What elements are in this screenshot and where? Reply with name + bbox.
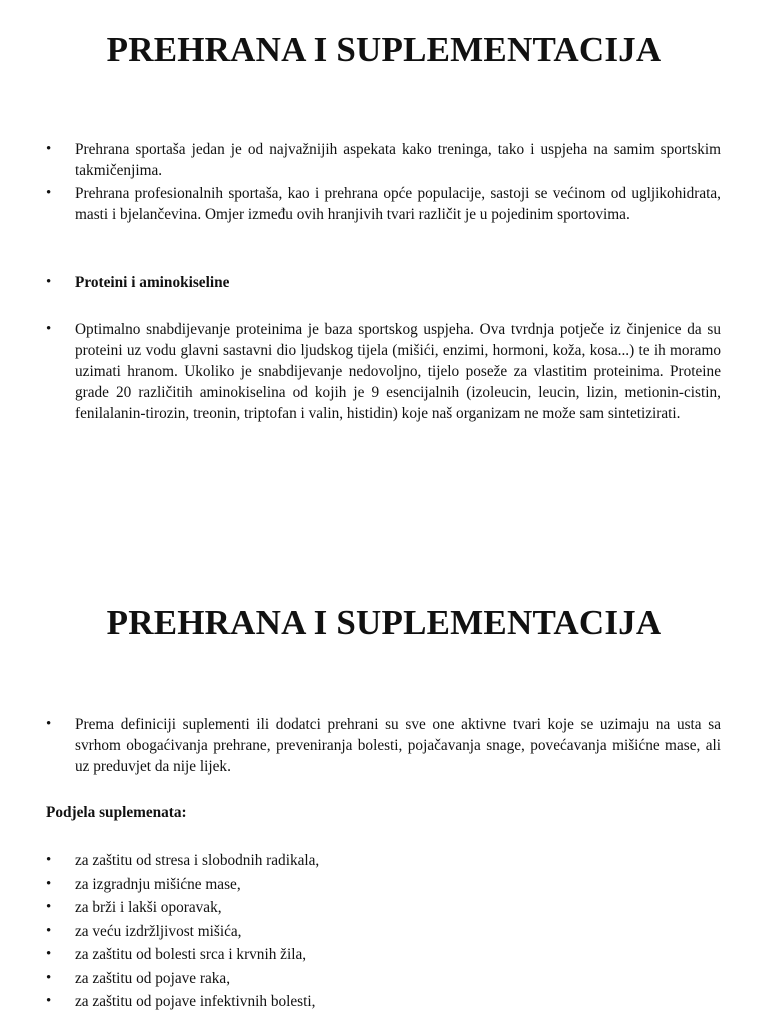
list-item	[46, 319, 721, 424]
list-item-text: za veću izdržljivost mišića,	[75, 922, 242, 940]
bullet-marker: •	[46, 852, 52, 868]
bullet-marker: •	[46, 141, 52, 157]
slide-1-intro-list	[46, 139, 721, 225]
bullet-marker: •	[46, 946, 52, 962]
bullet-marker: •	[46, 274, 52, 290]
list-item-text: za izgradnju mišićne mase,	[75, 875, 241, 893]
bullet-marker: •	[46, 185, 52, 201]
list-item	[46, 139, 721, 181]
slide-1-title: PREHRANA I SUPLEMENTACIJA	[106, 30, 662, 69]
list-item-text: za brži i lakši oporavak,	[75, 899, 222, 916]
list-item-text: Prema definiciji suplementi ili dodatci prehrani su sve one aktivne tvari koje se uzimaju na usta sa svrhom obogaćivanja prehrane, preveniranja bolesti, pojačavanja snage, povećavanja mišićne mase, ali uz preduvjet da nije lijek.	[75, 716, 721, 775]
supplement-category-list	[46, 849, 721, 1014]
list-item	[46, 714, 721, 777]
list-item-text: za zaštitu od stresa i slobodnih radikala,	[75, 852, 320, 869]
list-item	[46, 920, 721, 944]
bullet-marker: •	[46, 922, 52, 939]
list-item-text: Prehrana profesionalnih sportaša, kao i prehrana opće populacije, sastoji se većinom od ugljikohidrata, masti i bjelančevina. Omjer između ovih hranjivih tvari različit je u pojedinim sportovima.	[75, 185, 721, 223]
bullet-marker: •	[46, 969, 52, 986]
section-heading: Proteini i aminokiseline	[75, 274, 230, 291]
slide-2-intro-list	[46, 714, 721, 777]
list-item	[46, 873, 721, 897]
slide-2	[0, 575, 768, 1024]
list-item	[46, 967, 721, 991]
slide-1-heading-list	[46, 272, 721, 293]
bullet-marker: •	[46, 875, 52, 892]
section-label: Podjela suplemenata:	[46, 804, 187, 821]
list-item-text: za zaštitu od pojave raka,	[75, 969, 231, 987]
list-item	[46, 896, 721, 920]
list-item-text: za zaštitu od pojave infektivnih bolesti,	[75, 993, 316, 1010]
list-item	[46, 990, 721, 1014]
list-item	[46, 943, 721, 967]
list-item-text: za zaštitu od bolesti srca i krvnih žila,	[75, 946, 307, 963]
list-item	[46, 849, 721, 873]
list-item	[46, 272, 721, 293]
list-item-text: Prehrana sportaša jedan je od najvažnijih aspekata kako treninga, tako i uspjeha na samim sportskim takmičenjima.	[75, 141, 721, 179]
list-item-text: Optimalno snabdijevanje proteinima je baza sportskog uspjeha. Ova tvrdnja potječe iz činjenice da su proteini uz vodu glavni sastavni dio ljudskog tijela (mišići, enzimi, hormoni, koža, kosa...) te ih moramo uzimati hranom. Ukoliko je snabdijevanje nedovoljno, tijelo poseže za vlastitim proteinima. Proteine grade 20 različitih aminokiselina od kojih je 9 esencijalnih (izoleucin, leucin, lizin, metionin-cistin, fenilalanin-tirozin, treonin, triptofan i valin, histidin) koje naš organizam ne može sam sintetizirati.	[75, 321, 721, 422]
bullet-marker: •	[46, 899, 52, 915]
slide-1-paragraph-list	[46, 319, 721, 424]
slide-2-title: PREHRANA I SUPLEMENTACIJA	[106, 603, 662, 642]
bullet-marker: •	[46, 321, 52, 337]
list-item	[46, 183, 721, 225]
bullet-marker: •	[46, 993, 52, 1009]
bullet-marker: •	[46, 716, 52, 732]
